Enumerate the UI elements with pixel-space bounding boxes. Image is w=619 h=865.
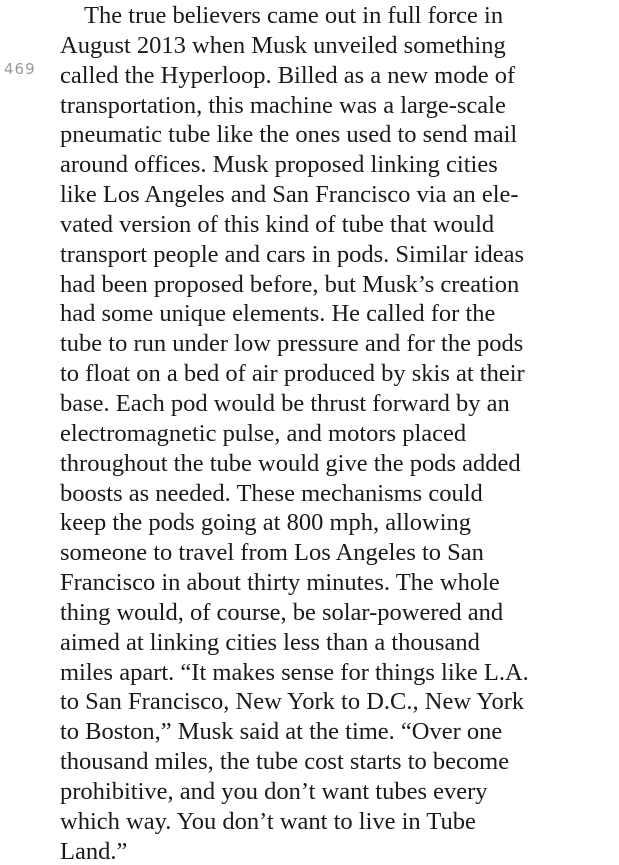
text-line: throughout the tube would give the pods added <box>60 449 521 477</box>
text-line: had some unique elements. He called for the <box>60 300 496 328</box>
book-paragraph <box>60 0 615 865</box>
text-line: to Boston,” Musk said at the time. “Over one <box>60 718 503 746</box>
text-line: called the Hyperloop. Billed as a new mode of <box>60 61 516 89</box>
text-line: boosts as needed. These mechanisms could <box>60 479 483 507</box>
text-line: electromagnetic pulse, and motors placed <box>60 419 467 447</box>
text-line: tube to run under low pressure and for the pods <box>60 330 524 358</box>
text-line: pneumatic tube like the ones used to send mail <box>60 121 518 149</box>
text-line: keep the pods going at 800 mph, allowing <box>60 509 471 537</box>
text-line: base. Each pod would be thrust forward by an <box>60 389 510 417</box>
text-line: miles apart. “It makes sense for things like L.A. <box>60 658 529 686</box>
text-line: thing would, of course, be solar-powered and <box>60 598 504 626</box>
text-line: to San Francisco, New York to D.C., New York <box>60 688 525 716</box>
text-line: transportation, this machine was a large-scale <box>60 91 506 119</box>
text-line: Land.” <box>60 837 128 865</box>
text-line: The true believers came out in full force in <box>60 2 504 29</box>
text-line: thousand miles, the tube cost starts to become <box>60 748 510 776</box>
text-line: to float on a bed of air produced by skis at their <box>60 360 525 388</box>
text-line: someone to travel from Los Angeles to San <box>60 539 484 567</box>
page-number: 469 <box>4 60 36 78</box>
text-line: vated version of this kind of tube that would <box>60 210 495 238</box>
text-line: prohibitive, and you don’t want tubes every <box>60 777 488 805</box>
text-line: August 2013 when Musk unveiled something <box>60 31 506 59</box>
text-line: around offices. Musk proposed linking cities <box>60 151 498 179</box>
text-line: aimed at linking cities less than a thousand <box>60 628 480 656</box>
text-line: which way. You don’t want to live in Tube <box>60 807 476 835</box>
text-line: transport people and cars in pods. Similar ideas <box>60 240 525 268</box>
text-line: like Los Angeles and San Francisco via an ele- <box>60 181 519 209</box>
text-line: had been proposed before, but Musk’s creation <box>60 270 520 298</box>
text-line: Francisco in about thirty minutes. The whole <box>60 569 500 597</box>
